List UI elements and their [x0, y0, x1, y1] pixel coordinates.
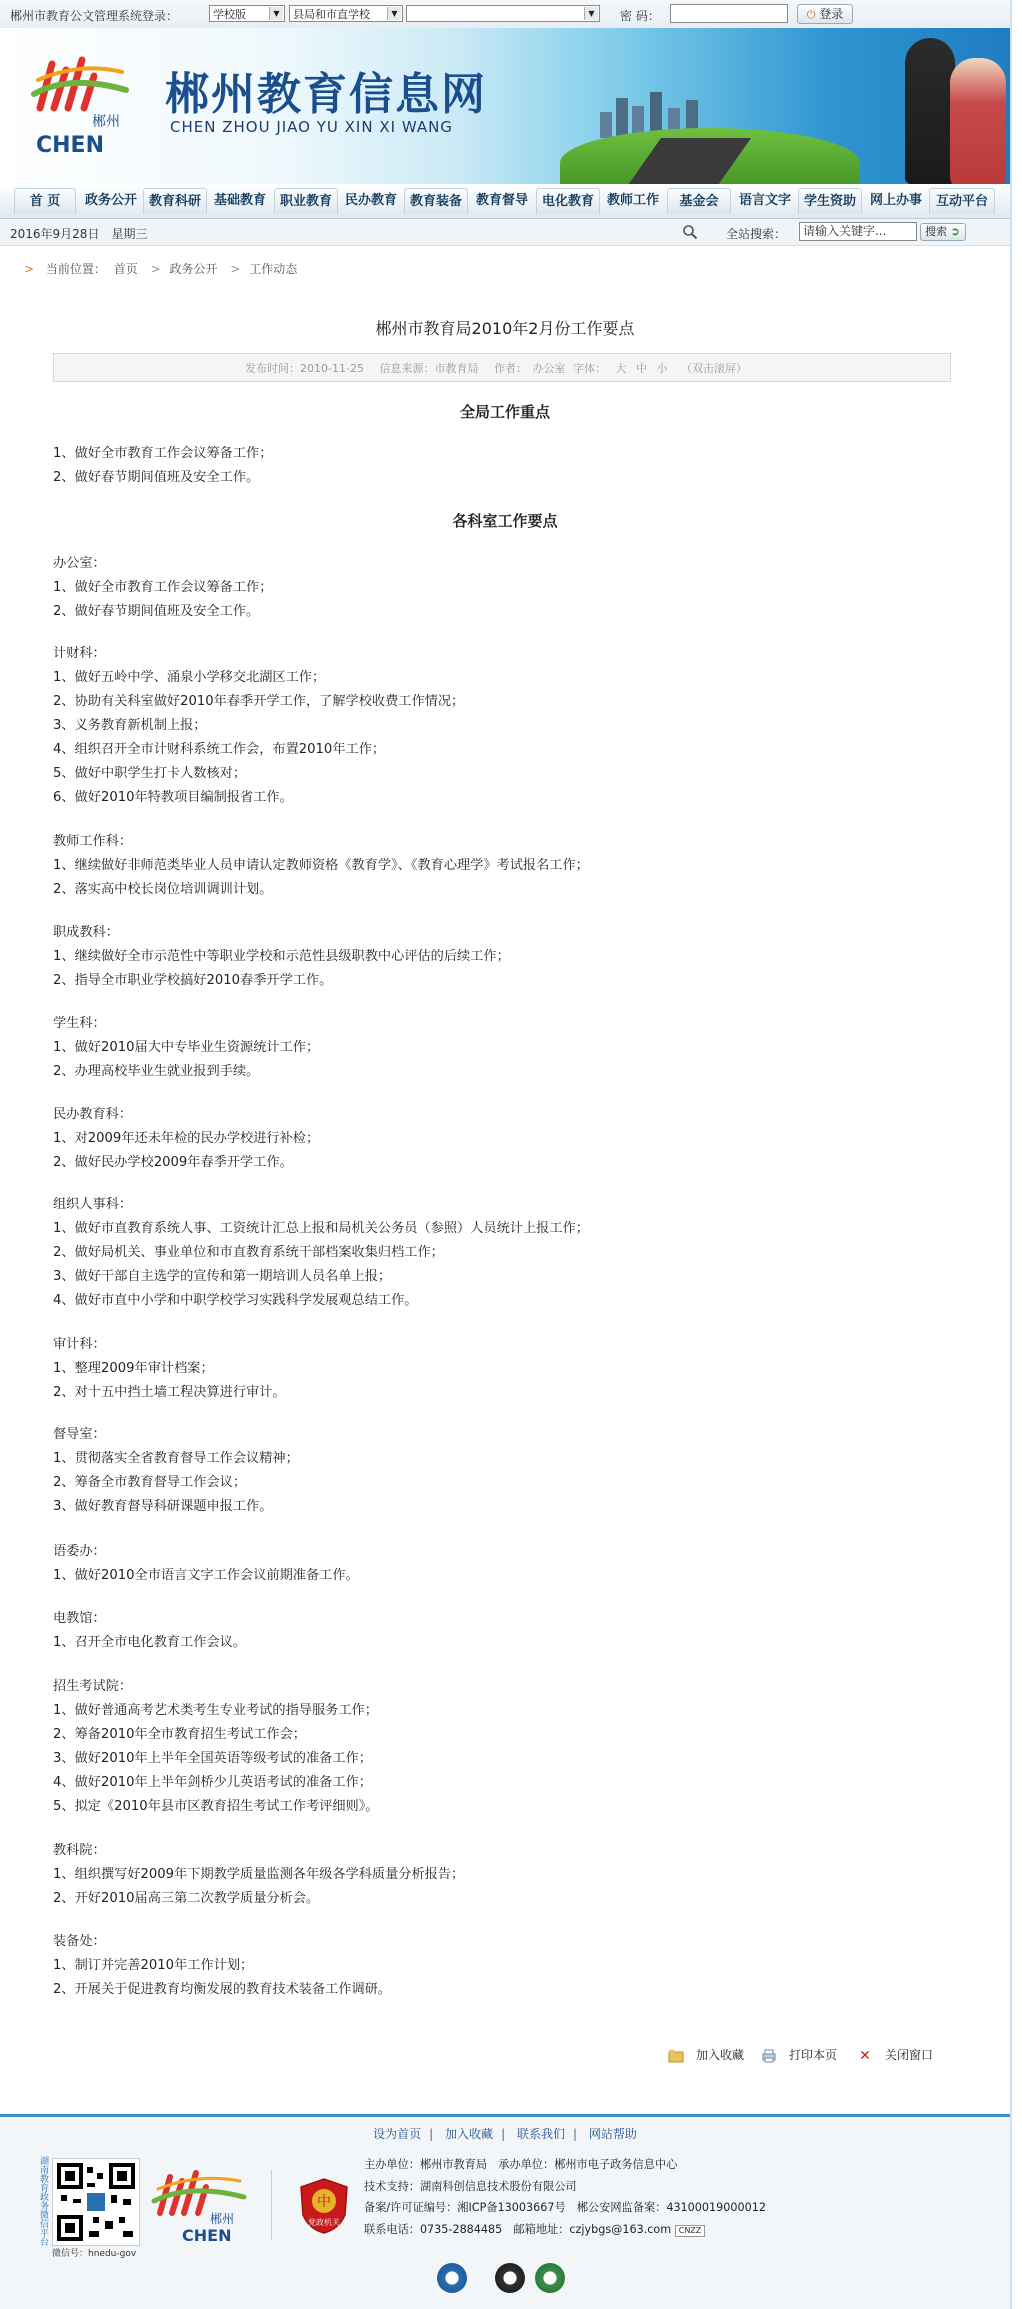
party-gov-emblem[interactable] — [299, 2177, 349, 2235]
info-source: 信息来源：市教育局 — [379, 362, 479, 375]
nav-basic-edu[interactable]: 基础教育 — [213, 193, 266, 208]
nav-research[interactable]: 教育科研 — [143, 188, 207, 214]
search-icon — [682, 224, 698, 240]
article-meta — [53, 353, 951, 382]
dept-equipment: 装备处： 1、制订并完善2010年工作计划； 2、开展关于促进教育均衡发展的教育技术装备工作调研。 — [53, 1934, 392, 1997]
section-overall-body: 1、做好全市教育工作会议筹备工作； 2、做好春节期间值班及安全工作。 — [53, 446, 273, 485]
dept-research-institute: 教科院： 1、组织撰写好2009年下期教学质量监测各年级各学科质量分析报告； 2、开好2010届高三第二次教学质量分析会。 — [53, 1843, 465, 1906]
logo-cn-text: 郴州 — [92, 114, 120, 130]
dept-e-edu: 电教馆： 1、召开全市电化教育工作会议。 — [53, 1611, 247, 1650]
qr-caption: 微信号：hnedu-gov — [52, 2249, 137, 2259]
chevron-right-icon: > — [24, 262, 35, 276]
dept-audit: 审计科： 1、整理2009年审计档案； 2、对十五中挡土墙工程决算进行审计。 — [53, 1337, 286, 1400]
add-favorite-link[interactable]: 加入收藏 — [668, 2046, 744, 2063]
school-type-select[interactable] — [209, 5, 285, 22]
chevron-down-icon: ▼ — [387, 7, 401, 20]
login-label: 郴州市教育公文管理系统登录： — [10, 9, 179, 23]
qr-side-text: 湖南教育政务微信平台 — [38, 2156, 48, 2246]
nav-equipment[interactable]: 教育装备 — [404, 188, 468, 214]
dept-private-edu: 民办教育科： 1、对2009年还未年检的民办学校进行补检； 2、做好民办学校2009年春季开学工作。 — [53, 1107, 320, 1170]
nav-inspection[interactable]: 教育督导 — [475, 193, 528, 208]
contact-us-link[interactable]: 联系我们 — [516, 2127, 565, 2141]
nav-teacher[interactable]: 教师工作 — [606, 193, 659, 208]
footer-links: 设为首页 | 加入收藏 | 联系我们 | 网站帮助 — [373, 2127, 637, 2141]
close-window-link[interactable]: ✕ 关闭窗口 — [857, 2046, 933, 2063]
publish-date: 发布时间：2010-11-25 — [245, 362, 364, 375]
help-link[interactable]: 网站帮助 — [588, 2127, 637, 2141]
dept-inspection: 督导室： 1、贯彻落实全省教育督导工作会议精神； 2、筹备全市教育督导工作会议； 3、做好教育督导科研课题申报工作。 — [53, 1427, 299, 1514]
footer-separator — [271, 2170, 272, 2240]
region-value: 县局和市直学校 — [293, 8, 370, 21]
dept-office: 办公室： 1、做好全市教育工作会议筹备工作； 2、做好春节期间值班及安全工作。 — [53, 556, 273, 619]
footer-logo — [150, 2165, 250, 2245]
dept-exam: 招生考试院： 1、做好普通高考艺术类考生专业考试的指导服务工作； 2、筹备2010年全市教育招生考试工作会； 3、做好2010年上半年全国英语等级考试的准备工作； 4、做好2010年上半年剑桥少儿英语考试的准备工作； 5、拟定《2010年县市区教育招生考试工作考评细则》。 — [53, 1679, 379, 1814]
article-title: 郴州市教育局2010年2月份工作要点 — [375, 319, 635, 338]
school-type-value: 学校版 — [213, 8, 246, 21]
arrow-right-icon: ➲ — [950, 225, 960, 238]
police-badge-icon[interactable] — [437, 2263, 467, 2293]
login-button[interactable] — [797, 4, 853, 24]
nav-private[interactable]: 民办教育 — [344, 193, 397, 208]
site-subtitle: CHEN ZHOU JIAO YU XIN XI WANG — [170, 118, 453, 136]
footer-info: 主办单位：郴州市教育局 承办单位：郴州市电子政务信息中心 技术支持：湖南科创信息技术股份有限公司 备案/许可证编号：湘ICP备13003667号 郴公安网监备案：43100019000012 联系电话：0735-2884485 邮箱地址：czjybgs@163.com CNZZ — [364, 2158, 766, 2236]
wechat-qr-code — [52, 2158, 140, 2246]
current-date: 2016年9月28日 星期三 — [10, 227, 148, 241]
chevron-down-icon: ▼ — [269, 7, 283, 20]
set-homepage-link[interactable]: 设为首页 — [373, 2127, 422, 2141]
site-banner — [0, 28, 1010, 184]
font-size-small[interactable]: 小 — [656, 362, 668, 375]
breadcrumb — [24, 260, 301, 277]
info-bar — [0, 219, 1010, 246]
font-size-large[interactable]: 大 — [615, 362, 627, 375]
breadcrumb-label: 当前位置： — [45, 262, 106, 276]
chevron-right-icon: > — [150, 262, 161, 276]
svg-text:郴州: 郴州 — [210, 2212, 235, 2226]
businessman-image — [905, 38, 955, 184]
dept-personnel: 组织人事科： 1、做好市直教育系统人事、工资统计汇总上报和局机关公务员（参照）人员统计上报工作； 2、做好局机关、事业单位和市直教育系统干部档案收集归档工作； 3、做好干部自主选学的宣传和第一期培训人员名单上报； 4、做好市直中小学和中职学校学习实践科学发展观总结工作。 — [53, 1197, 589, 1308]
nav-student-aid[interactable]: 学生资助 — [798, 188, 862, 214]
password-input[interactable] — [670, 4, 788, 23]
dept-student: 学生科： 1、做好2010届大中专毕业生资源统计工作； 2、办理高校毕业生就业报到手续。 — [53, 1016, 320, 1079]
svg-text:党政机关: 党政机关 — [308, 2218, 340, 2227]
dept-vocational: 职成教科： 1、继续做好全市示范性中等职业学校和示范性县级职教中心评估的后续工作； 2、指导全市职业学校搞好2010春季开学工作。 — [53, 925, 510, 988]
cyber-police-icon[interactable] — [495, 2263, 525, 2293]
site-title: 郴州教育信息网 — [165, 69, 487, 120]
nav-interactive[interactable]: 互动平台 — [929, 188, 995, 214]
breadcrumb-work-news[interactable]: 工作动态 — [249, 262, 298, 276]
unit-select[interactable] — [406, 5, 600, 22]
nav-online-service[interactable]: 网上办事 — [869, 193, 922, 208]
password-label: 密 码： — [620, 9, 660, 23]
power-icon: ⏻ — [806, 8, 816, 21]
footer-add-favorite-link[interactable]: 加入收藏 — [445, 2127, 494, 2141]
login-bar — [0, 0, 1010, 29]
cnzz-badge[interactable]: CNZZ — [675, 2225, 706, 2237]
font-size-label: 字体： — [572, 362, 606, 375]
login-button-label: 登录 — [819, 7, 844, 21]
print-link[interactable]: 打印本页 — [761, 2046, 837, 2063]
breadcrumb-gov-affairs[interactable]: 政务公开 — [169, 262, 218, 276]
search-input[interactable]: 请输入关键字... — [799, 222, 917, 241]
dept-finance: 计财科： 1、做好五岭中学、涌泉小学移交北湖区工作； 2、协助有关科室做好2010年春季开学工作，了解学校收费工作情况； 3、义务教育新机制上报； 4、组织召开全市计财科系统工作会，布置2010年工作； 5、做好中职学生打卡人数核对； 6、做好2010年特教项目编制报省工作。 — [53, 646, 465, 805]
section-title-departments: 各科室工作要点 — [452, 512, 558, 530]
nav-foundation[interactable]: 基金会 — [667, 188, 731, 214]
businesswoman-image — [950, 58, 1006, 184]
section-title-overall: 全局工作重点 — [459, 403, 550, 421]
close-icon: ✕ — [859, 2047, 871, 2064]
printer-icon — [761, 2049, 777, 2063]
site-logo — [30, 50, 130, 160]
nav-vocational[interactable]: 职业教育 — [274, 188, 338, 214]
logo-en-text: CHEN — [36, 133, 104, 158]
main-nav — [0, 184, 1010, 219]
nav-language[interactable]: 语言文字 — [738, 193, 791, 208]
nav-home[interactable]: 首 页 — [14, 188, 76, 214]
nav-e-edu[interactable]: 电化教育 — [536, 188, 600, 214]
nav-gov-affairs[interactable]: 政务公开 — [84, 193, 137, 208]
author: 作者： 办公室 — [493, 362, 566, 375]
chevron-right-icon: > — [230, 262, 241, 276]
svg-text:中: 中 — [317, 2194, 331, 2210]
search-label: 全站搜索： — [726, 227, 787, 241]
region-select[interactable] — [289, 5, 403, 22]
font-size-medium[interactable]: 中 — [635, 362, 647, 375]
chevron-down-icon: ▼ — [584, 7, 598, 20]
folder-star-icon — [668, 2049, 684, 2063]
search-button[interactable] — [920, 223, 966, 241]
search-button-label: 搜索 — [925, 225, 947, 238]
breadcrumb-home[interactable]: 首页 — [113, 262, 138, 276]
double-click-scroll-hint: （双击滚屏） — [680, 362, 747, 375]
dept-teacher: 教师工作科： 1、继续做好非师范类毕业人员申请认定教师资格《教育学》、《教育心理学》考试报名工作； 2、落实高中校长岗位培训调训计划。 — [53, 834, 589, 897]
net-safety-icon[interactable] — [535, 2263, 565, 2293]
dept-language: 语委办： 1、做好2010全市语言文字工作会议前期准备工作。 — [53, 1544, 359, 1583]
svg-text:CHEN: CHEN — [182, 2226, 232, 2245]
